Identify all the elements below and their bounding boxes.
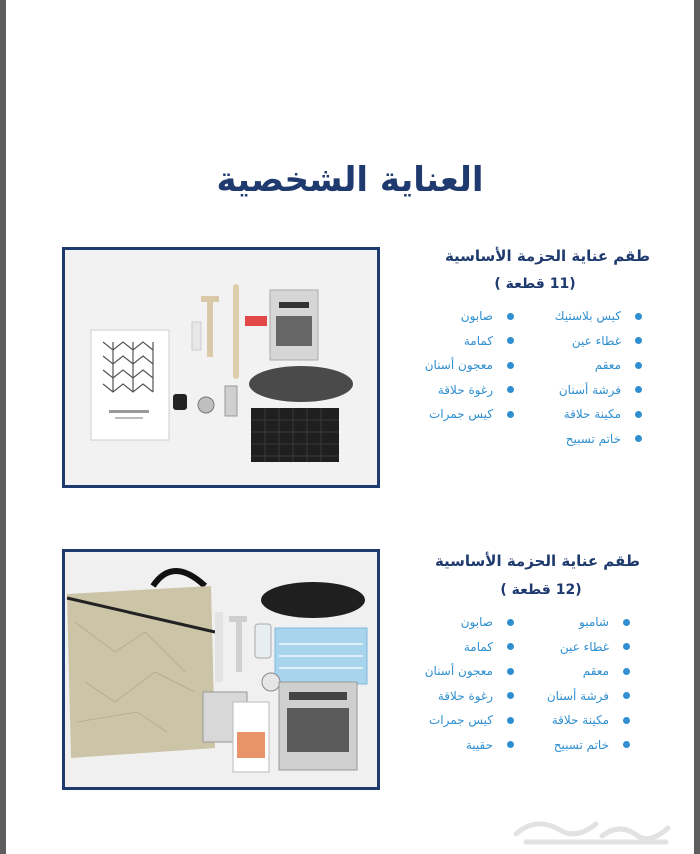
bullet-icon [623,619,630,626]
list-item: كمامة [425,635,514,660]
bullet-icon [623,692,630,699]
list-item: صابون [425,610,514,635]
list-item: كمامة [425,329,514,354]
bullet-icon [507,313,514,320]
list-item: غطاء عين [547,635,630,660]
bullet-icon [635,362,642,369]
bullet-icon [507,643,514,650]
list-item: خاتم تسبيح [555,427,642,452]
bullet-icon [623,668,630,675]
list-item: غطاء عين [555,329,642,354]
bullet-icon [507,411,514,418]
list-item: رغوة حلاقة [425,378,514,403]
bullet-icon [507,386,514,393]
bullet-icon [507,668,514,675]
kit-1-count: (11 قطعة ) [494,276,576,292]
bullet-icon [635,386,642,393]
kit-1-items-right [555,304,642,451]
kit-2-count: (12 قطعة ) [500,582,582,598]
list-item: مكينة حلاقة [547,708,630,733]
list-item: فرشة أسنان [547,684,630,709]
bullet-icon [507,362,514,369]
list-item: معقم [555,353,642,378]
bullet-icon [623,717,630,724]
bullet-icon [623,741,630,748]
kit-1-product-image [65,250,377,485]
kit-2-product-image [65,552,377,787]
kit-1-photo [62,247,380,488]
list-item: معقم [547,659,630,684]
bullet-icon [635,313,642,320]
bullet-icon [623,643,630,650]
kit-1-heading: طقم عناية الحزمة الأساسية [444,247,650,265]
list-item: معجون أسنان [425,353,514,378]
kit-2-items-right [547,610,630,757]
list-item: كيس جمرات [425,708,514,733]
bullet-icon [507,692,514,699]
list-item: رغوة حلاقة [425,684,514,709]
list-item: خاتم تسبيح [547,733,630,758]
bullet-icon [635,435,642,442]
list-item: مكينة حلاقة [555,402,642,427]
list-item: كيس بلاستيك [555,304,642,329]
bullet-icon [507,717,514,724]
page-title: العناية الشخصية [216,160,484,200]
kit-1-items-left [425,304,514,427]
list-item: كيس جمرات [425,402,514,427]
list-item: فرشة أسنان [555,378,642,403]
watermark-logo [506,806,686,850]
bullet-icon [507,741,514,748]
bullet-icon [635,337,642,344]
list-item: صابون [425,304,514,329]
list-item: حقيبة [425,733,514,758]
bullet-icon [507,619,514,626]
list-item: شامبو [547,610,630,635]
kit-2-items-left [425,610,514,757]
kit-2-heading: طقم عناية الحزمة الأساسية [434,552,640,570]
bullet-icon [507,337,514,344]
bullet-icon [635,411,642,418]
kit-2-photo [62,549,380,790]
list-item: معجون أسنان [425,659,514,684]
